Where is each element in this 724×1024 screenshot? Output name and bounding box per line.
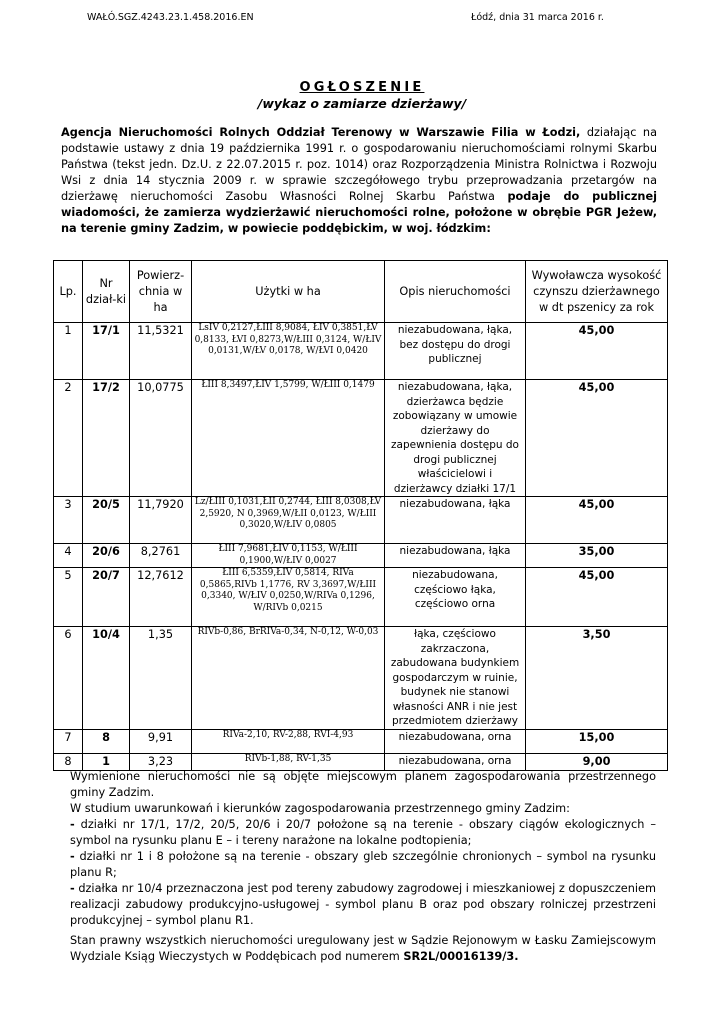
- cell-rent: 35,00: [526, 544, 668, 568]
- cell-description: niezabudowana, orna: [385, 729, 526, 753]
- cell-land-use: ŁIII 8,3497,ŁIV 1,5799, W/ŁIII 0,1479: [192, 380, 385, 497]
- cell-rent: 9,00: [526, 753, 668, 770]
- cell-description: niezabudowana, orna: [385, 753, 526, 770]
- cell-lp: 5: [54, 568, 83, 627]
- cell-description: niezabudowana, częściowo łąka, częściowo orna: [385, 568, 526, 627]
- table-row: [54, 323, 668, 380]
- cell-area: 8,2761: [130, 544, 192, 568]
- cell-parcel-number: 20/6: [83, 544, 130, 568]
- cell-description: niezabudowana, łąka: [385, 497, 526, 544]
- header-land-use: Użytki w ha: [192, 261, 385, 323]
- header-lp: Lp.: [54, 261, 83, 323]
- zoning-plan-note: Wymienione nieruchomości nie są objęte miejscowym planem zagospodarowania przestrzennego gminy Zadzim.: [70, 770, 656, 799]
- intro-paragraph: [61, 125, 657, 237]
- document-reference: WAŁÓ.SGZ.4243.23.1.458.2016.EN: [87, 12, 254, 23]
- cell-area: 11,7920: [130, 497, 192, 544]
- cell-lp: 2: [54, 380, 83, 497]
- bullet-dash: -: [70, 818, 75, 831]
- cell-description: niezabudowana, łąka, bez dostępu do drogi publicznej: [385, 323, 526, 380]
- cell-land-use: RIVa-2,10, RV-2,88, RVI-4,93: [192, 729, 385, 753]
- table-row: [54, 729, 668, 753]
- announcement-text: podaje do publicznej wiadomości, że zamierza wydzierżawić nieruchomości rolne, położone w obrębie PGR Jeżew, na terenie gminy Zadzim, w powiecie poddębickim, w woj. łódzkim:: [61, 190, 657, 235]
- agency-name: Agencja Nieruchomości Rolnych Oddział Terenowy w Warszawie Filia w Łodzi,: [61, 126, 581, 139]
- cell-description: łąka, częściowo zakrzaczona, zabudowana budynkiem gospodarczym w ruinie, budynek nie stanowi własności ANR i nie jest przedmiotem dzierżawy: [385, 627, 526, 730]
- header-rent: Wywoławcza wysokość czynszu dzierżawnego w dt pszenicy za rok: [526, 261, 668, 323]
- document-subtitle: /wykaz o zamiarze dzierżawy/: [257, 96, 467, 111]
- header-parcel-number: Nr dział-ki: [83, 261, 130, 323]
- cell-parcel-number: 8: [83, 729, 130, 753]
- cell-land-use: RIVb-1,88, RV-1,35: [192, 753, 385, 770]
- cell-rent: 45,00: [526, 323, 668, 380]
- cell-area: 3,23: [130, 753, 192, 770]
- table-row: [54, 497, 668, 544]
- cell-rent: 3,50: [526, 627, 668, 730]
- cell-land-use: Lz/ŁIII 0,1031,ŁII 0,2744, ŁIII 8,0308,ŁV 2,5920, N 0,3969,W/ŁII 0,0123, W/ŁIII 0,3020,W/ŁIV 0,0805: [192, 497, 385, 544]
- cell-lp: 8: [54, 753, 83, 770]
- cell-area: 11,5321: [130, 323, 192, 380]
- header-description: Opis nieruchomości: [385, 261, 526, 323]
- cell-area: 12,7612: [130, 568, 192, 627]
- cell-rent: 45,00: [526, 380, 668, 497]
- cell-parcel-number: 20/7: [83, 568, 130, 627]
- cell-parcel-number: 17/1: [83, 323, 130, 380]
- cell-parcel-number: 10/4: [83, 627, 130, 730]
- cell-land-use: RIVb-0,86, BrRIVa-0,34, N-0,12, W-0,03: [192, 627, 385, 730]
- bullet-dash: -: [70, 850, 75, 863]
- property-table: [53, 260, 668, 771]
- header-area: Powierz-chnia w ha: [130, 261, 192, 323]
- cell-lp: 6: [54, 627, 83, 730]
- document-title-text: OGŁOSZENIE: [299, 80, 425, 95]
- cell-parcel-number: 1: [83, 753, 130, 770]
- study-item-text: działka nr 10/4 przeznaczona jest pod tereny zabudowy zagrodowej i mieszkaniowej z dopuszczeniem realizacji zabudowy produkcyjno-usługowej - symbol planu B oraz pod obszary rolniczej przestrzeni produkcyjnej – symbol planu R1.: [70, 882, 656, 927]
- study-item-text: działki nr 1 i 8 położone są na terenie - obszary gleb szczególnie chronionych – symbol na rysunku planu R;: [70, 850, 656, 879]
- cell-rent: 45,00: [526, 568, 668, 627]
- table-row: [54, 544, 668, 568]
- cell-rent: 45,00: [526, 497, 668, 544]
- cell-lp: 7: [54, 729, 83, 753]
- cell-area: 9,91: [130, 729, 192, 753]
- study-item-soils: [70, 849, 656, 881]
- study-item-development: [70, 881, 656, 929]
- cell-description: niezabudowana, łąka: [385, 544, 526, 568]
- cell-lp: 1: [54, 323, 83, 380]
- cell-lp: 4: [54, 544, 83, 568]
- cell-description: niezabudowana, łąka, dzierżawca będzie zobowiązany w umowie dzierżawy do zapewnienia dostępu do drogi publicznej właścicielowi i dzierżawcy działki 17/1: [385, 380, 526, 497]
- table-row: [54, 627, 668, 730]
- legal-status-paragraph: [70, 933, 656, 965]
- land-register-number: SR2L/00016139/3.: [403, 950, 519, 963]
- cell-parcel-number: 20/5: [83, 497, 130, 544]
- table-row: [54, 568, 668, 627]
- cell-area: 10,0775: [130, 380, 192, 497]
- table-header-row: [54, 261, 668, 323]
- cell-lp: 3: [54, 497, 83, 544]
- footer-section: [70, 769, 656, 929]
- table-row: [54, 380, 668, 497]
- cell-parcel-number: 17/2: [83, 380, 130, 497]
- cell-area: 1,35: [130, 627, 192, 730]
- cell-land-use: LsIV 0,2127,ŁIII 8,9084, ŁIV 0,3851,ŁV 0,8133, ŁVI 0,8273,W/ŁIII 0,3124, W/ŁIV 0,0131,W/ŁV 0,0178, W/ŁVI 0,0420: [192, 323, 385, 380]
- bullet-dash: -: [70, 882, 75, 895]
- study-intro: W studium uwarunkowań i kierunków zagospodarowania przestrzennego gminy Zadzim:: [70, 802, 570, 815]
- cell-land-use: ŁIII 6,5359,ŁIV 0,5814, RIVa 0,5865,RIVb 1,1776, RV 3,3697,W/ŁIII 0,3340, W/ŁIV 0,0250,W/RIVa 0,1296, W/RIVb 0,0215: [192, 568, 385, 627]
- document-title: [0, 80, 724, 95]
- place-and-date: Łódź, dnia 31 marca 2016 r.: [471, 12, 604, 23]
- study-item-ecological: [70, 817, 656, 849]
- legal-status-text: Stan prawny wszystkich nieruchomości uregulowany jest w Sądzie Rejonowym w Łasku Zamiejscowym Wydziale Ksiąg Wieczystych w Poddębicach pod numerem: [70, 934, 656, 963]
- study-item-text: działki nr 17/1, 17/2, 20/5, 20/6 i 20/7 położone są na terenie - obszary ciągów ekologicznych – symbol na rysunku planu E – i tereny narażone na lokalne podtopienia;: [70, 818, 656, 847]
- cell-rent: 15,00: [526, 729, 668, 753]
- cell-land-use: ŁIII 7,9681,ŁIV 0,1153, W/ŁIII 0,1900,W/ŁIV 0,0027: [192, 544, 385, 568]
- legal-basis-text: działając na podstawie ustawy z dnia 19 października 1991 r. o gospodarowaniu nieruchomościami rolnymi Skarbu Państwa (tekst jedn. Dz.U. z 22.07.2015 r. poz. 1014) oraz Rozporządzenia Ministra Rolnictwa i Rozwoju Wsi z dnia 14 stycznia 2009 r. w sprawie szczegółowego trybu przeprowadzania przetargów na dzierżawę nieruchomości Zasobu Własności Rolnej Skarbu Państwa: [61, 126, 657, 203]
- table-row: [54, 753, 668, 770]
